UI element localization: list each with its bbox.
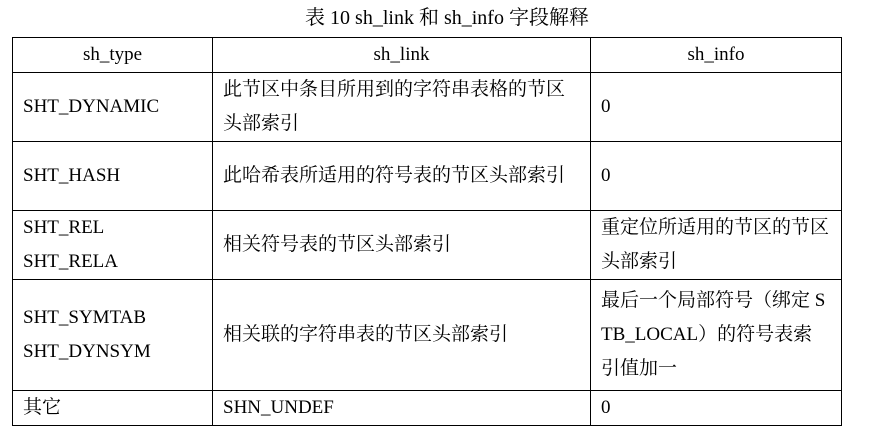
table-row bbox=[13, 73, 842, 142]
cell-sh-link: SHN_UNDEF bbox=[213, 391, 591, 426]
sh-link-info-table bbox=[12, 37, 842, 426]
table-row bbox=[13, 280, 842, 391]
table-header-row bbox=[13, 38, 842, 73]
header-sh-link: sh_link bbox=[213, 38, 591, 73]
cell-sh-type bbox=[13, 280, 213, 391]
type-line: SHT_REL bbox=[23, 217, 105, 238]
cell-sh-link: 相关符号表的节区头部索引 bbox=[213, 211, 591, 280]
cell-sh-link: 此节区中条目所用到的字符串表格的节区头部索引 bbox=[213, 73, 591, 142]
table-row bbox=[13, 211, 842, 280]
cell-sh-type bbox=[13, 391, 213, 426]
cell-sh-type bbox=[13, 142, 213, 211]
cell-sh-type bbox=[13, 73, 213, 142]
cell-sh-type bbox=[13, 211, 213, 280]
type-line: SHT_RELA bbox=[23, 251, 118, 272]
cell-sh-info: 重定位所适用的节区的节区头部索引 bbox=[591, 211, 842, 280]
type-line: SHT_HASH bbox=[23, 165, 121, 186]
type-line: 其它 bbox=[23, 397, 62, 418]
type-line: SHT_DYNAMIC bbox=[23, 96, 160, 117]
cell-sh-info: 0 bbox=[591, 391, 842, 426]
table-row bbox=[13, 391, 842, 426]
cell-sh-link: 相关联的字符串表的节区头部索引 bbox=[213, 280, 591, 391]
type-line: SHT_SYMTAB bbox=[23, 307, 147, 328]
type-line: SHT_DYNSYM bbox=[23, 341, 151, 362]
cell-sh-info: 最后一个局部符号（绑定 STB_LOCAL）的符号表索引值加一 bbox=[591, 280, 842, 391]
cell-sh-link: 此哈希表所适用的符号表的节区头部索引 bbox=[213, 142, 591, 211]
table-caption: 表 10 sh_link 和 sh_info 字段解释 bbox=[305, 7, 589, 29]
header-sh-type: sh_type bbox=[13, 38, 213, 73]
cell-sh-info: 0 bbox=[591, 142, 842, 211]
cell-sh-info: 0 bbox=[591, 73, 842, 142]
table-row bbox=[13, 142, 842, 211]
header-sh-info: sh_info bbox=[591, 38, 842, 73]
